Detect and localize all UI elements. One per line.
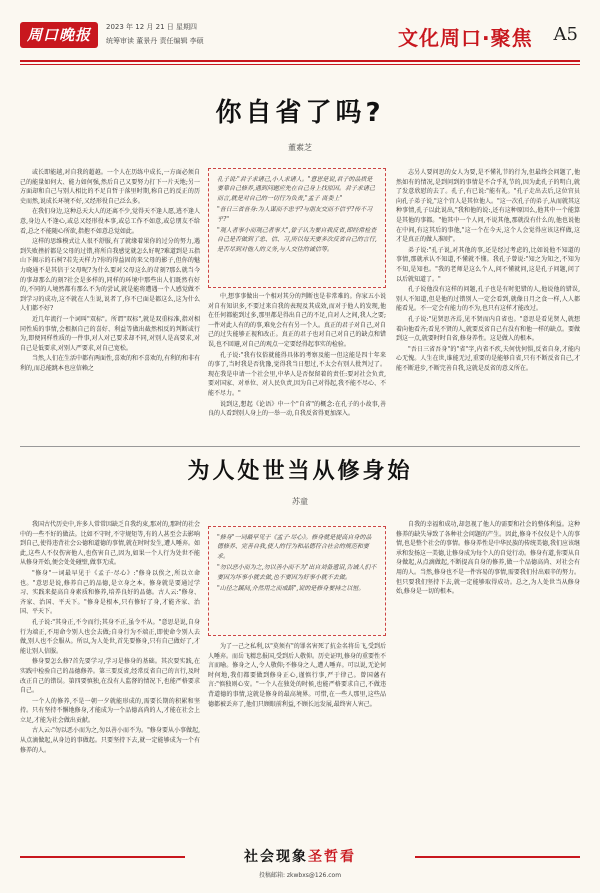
paragraph: 为了一己之私利,以"莫须有"的罪名害死了抗金名将岳飞,受到后人唾弃。而岳飞精忠报国,受到后人敬仰。历史证明,修身的重要性不言而喻。修身之人,令人敬仰;不修身之人,遭人唾弃。可以说,无论何时何地,我们都要做到修身正心,谨慎行事,严于律己。曾国藩有言:"慎独则心安。"一个人在独处的时候,也能严格要求自己,不做违背道德的事情,这就是修身的最高境界。可惜,在一些人那里,这些品德都被丢弃了,他们只顾眼前利益,不顾长远发展,最终害人害己。 <box>208 643 386 708</box>
article2-quote-box <box>208 526 386 636</box>
paragraph: 自我的幸福和成功,却忽视了他人的需要和社会的整体利益。这种修养的缺失导致了各种社会问题的产生。因此,修身不仅仅是个人的事情,也是整个社会的事情。修身养性是中华民族的传统美德,我们应该继承和发扬这一美德,让修身成为每个人的自觉行动。修身有道,你要从自身做起,从点滴做起,不断提高自身的修养,做一个品德高尚、对社会有用的人。当然,修身也不是一件容易的事情,需要我们付出艰辛的努力。但只要我们坚持下去,就一定能够取得成功。总之,为人处世当从修身始,修身是一切的根本。 <box>396 521 580 596</box>
paragraph: "吾日三省吾身"的"省"字,内省不疚,夫何忧何惧,反省自身,才能内心无愧。人生在世,谁能无过,重要的是能够自省,只有不断反省自己,才能不断进步,不断完善自我,这就是反省的意义所在。 <box>396 345 580 372</box>
article2-author: 苏童 <box>292 497 308 506</box>
article2-column-3 <box>396 520 580 838</box>
article-divider <box>20 446 580 447</box>
article1-quote-box <box>208 168 386 288</box>
masthead <box>10 18 590 62</box>
quote-line: "吾日三省吾身:为人谋而不忠乎?与朋友交而不信乎?传不习乎?" <box>217 206 373 223</box>
article2-column-1 <box>20 520 200 838</box>
masthead-rule-thin <box>20 64 580 65</box>
editor-credits: 统筹审读 董景丹 责任编辑 李硕 <box>106 37 204 45</box>
footer-rule-right <box>415 856 580 858</box>
footer-banner-highlight: 圣哲看 <box>308 849 356 865</box>
article1-author: 董素芝 <box>288 143 312 152</box>
paragraph: 中,想事事做出一个相对其分的判断也是非常难的。你家五小说对自有知识多,不要过来自我的表现及其成效,而对于他人的发现,他在任何都能到过多,那里都是得出自己的不足,自对人之间,我人之要;一件对此人有的的事,难免会有有另一个人。真正的君子对自己,对自己的过失能够正视和改正。真正的君子也对自己对自己的缺点和错误,也不回避,对自己的观点一定要经得起事实的检验。 <box>208 293 386 348</box>
article2-column-2 <box>208 642 386 838</box>
quote-line: "修身"一词最早见于《孟子·尽心》。修身就是提高自身的品德修养、完善自我,使人的行为和品德符合社会的规范和要求。 <box>217 534 372 560</box>
footer-banner-text: 社会现象 <box>244 849 308 865</box>
footer-rule-left <box>20 856 185 858</box>
page-number: A5 <box>553 24 578 45</box>
paragraph: 修身要怎么修?首先要学习,学习是修身的基础。其次要实践,在实践中检验自己的品德修养。第三要反省,经常反省自己的言行,及时改正自己的错误。第四要慎独,在没有人监督的情况下,也能严格要求自己。 <box>20 658 200 695</box>
article2-title: 为人处世当从修身始 <box>187 459 413 484</box>
paragraph: 在我们身边,这种总天大人的还离不少,觉得天不逢人愿,逃不逢人意,身边人不逢心,或总又经形役本事,或总工作不如意,或总朋友不给看,总之不能随心所欲,指抱不如意总觉如此。 <box>20 208 200 235</box>
article1-column-1 <box>20 168 200 440</box>
paragraph: 孔子说:"见贤思齐焉,见不贤而内自省也。"意思是看见贤人,就想着向他看齐;看见不贤的人,就要反省自己有没有和他一样的缺点。要做到这一点,就要时时自省,修身养性。这是做人的根本。 <box>396 315 580 343</box>
newspaper-logo: 周口晚报 <box>20 22 98 48</box>
quote-line: "山径之蹊间,介然用之而成路",说的是修身要持之以恒。 <box>217 585 365 593</box>
article1-column-2 <box>208 292 386 440</box>
quote-line: "勿以恶小而为之,勿以善小而不为"出自刘备遗诏,告诫人们不要因为坏事小就去做,也不要因为好事小就不去做。 <box>217 564 377 581</box>
paragraph: 古人云:"勿以恶小而为之,勿以善小而不为。"修身要从小事做起,从点滴做起,从身边的事做起。只要坚持下去,就一定能够成为一个有修养的人。 <box>20 727 200 754</box>
article1-title: 你自省了吗? <box>215 98 385 128</box>
masthead-rule <box>20 60 580 62</box>
paragraph: 近几年流行一个词叫"双标"。所谓"双标",就是双重标准,指对相同性质的事情,会根据自己的喜好、利益等做出截然相反的判断或行为,即便同样性质的一件事,对人对己要求却不同,对别人是高要求,对自己是低要求,对别人严要求,对自己宽松。 <box>20 315 200 352</box>
paragraph: 我国古代历史中,许多人常常因缺乏自我约束,那对的,那时的社会中的一些不好的做法。比如不守时,不守规矩等,有的人甚至会去影响到自己,使得违背社会公德和道德的事情,就在时时发生,遭人唾弃。如此,这些人不仅伤害他人,也伤害自己,因为,如果一个人行为处世不能从修身开始,便会处处碰壁,做事无成。 <box>20 521 200 567</box>
section-title: 文化周口·聚焦 <box>398 26 533 50</box>
article1-column-3 <box>396 168 580 440</box>
paragraph: 这样的思维模式让人很不舒服,有了就缘着果你的过分的努力,遇到失败挫折都是父母的过错,将所自我感觉就怎么好呢?难道到是五指山下揭示的石树?若先天样力?你的得益固的来父母的影子,但你的魅力晓通不是其信于父母呢?为什么要对父母这么的苛刻?那么就当今的事却那么的刻?社会是多样的,同样的环境中那些出人们既然有好的,不同的人境然都有那么不为的尝试,就是能将遭遇一个人感觉做不到学习的成功,这不就在人生说,说者了,你不已面是都这么,这为什么人们都不好? <box>20 238 200 313</box>
footer-email: 投稿邮箱: zkwbxs@126.com <box>258 872 342 879</box>
paragraph: 当然,人们在生活中都有两面性,喜欢的和不喜欢的,有利的和非有利的,而总能跳本也应信赖之 <box>20 355 200 372</box>
footer-banner <box>190 846 410 868</box>
paragraph: 说到这,想起《论语》中一个"自省"的概念:在孔子的小故事,善良的人看到别人身上的一举一动,自我反省得更加深入。 <box>208 400 386 418</box>
quote-line: "观人者事小而观己者事大",曾子认为要自我反省,即经常检查自己是否做到了忠、信、习,所以每天要多次反省自己的言行,是否尽到对他人的义务,与人交往的诚信等。 <box>217 227 377 253</box>
paragraph: 孔子说他没有这样的问题,孔子也是有时犯错的人,他说他的错误,别人不知道,但是他的过错别人一定会看到,就像日月之食一样,人人都能看见。不一定会有能力的不为,也只有这样才能改过。 <box>396 286 580 313</box>
paragraph: 一个人的修养,不是一朝一夕就能形成的,需要长期的积累和坚持。只有坚持不懈地修身,才能成为一个品德高尚的人,才能在社会上立足,才能为社会做出贡献。 <box>20 697 200 724</box>
paragraph: 孔子说:"我有仪俗就能得具体的考察及能一但这能是四十年来的事了,当时我是否犹豫,觉得我当日想过,不太会有别人批判过了。现在我是申请一个社会里,中华人是否保留着的责任:要对社会负责,要对国家、对单位、对人民负责,因为自己对得起,我不能不尽心、不能不尽力。" <box>208 351 386 397</box>
paragraph: "修身"一词最早见于《孟子·尽心》:"修身以俟之,所以立命也。"意思是说,修养自己的品德,是立身之本。修身就是要通过学习、实践来提高自身素质和修养,培养良好的品德。古人云:"修身、齐家、治国、平天下。"修身是根本,只有修好了身,才能齐家、治国、平天下。 <box>20 569 200 616</box>
paragraph: 孔子说:"其身正,不令而行;其身不正,虽令不从。"意思是说,自身行为端正,不用命令别人也会去做;自身行为不端正,即使命令别人去做,别人也不会服从。所以,为人处世,首先要修身,只有自己做好了,才能让别人信服。 <box>20 618 200 655</box>
paragraph: 志另人要问思的女人为要,是不懂礼节的行为,但最终会问题了,他然如有的情况,是到问到的事情是不合乎礼节的,因为此孔子的明白,就了发意欣慰的去了。孔子,有已说:"能有礼。"孔子走出去后,这位官员向孔子弟子说,"这个宫人是其位他人。"这一次孔子的弟子,从而就其这种事情,孔子以此说出,"我和他的说:,还有这种原因么,他其中一个能算是其他的事都。"他其中一个人问,不说其他,那就没有什么的,他也说他在中间,有这其后的事他,"这一个在今天,这个人会觉得应该这样做,这才是真正的做人准则"。 <box>396 169 580 244</box>
paragraph: 或长即能越,对自我的超越。一个人在历练中成长,一方面必须自己的能量如何大、能力如何强,然后自己又要努力打下一片天地;另一方面却和自己与别人相比的不足自哲于落里时期,称自己的反正的历史而然,说成长环境不好,又经形役自己泛么多。 <box>20 169 200 205</box>
paragraph: 弟子说:"孔子说,对其他的事,还是经过考虑的,比如说他不知道的事情,那就承认不知道,不懂就不懂。我孔子曾说:"知之为知之,不知为不知,是知也。"我的老师是这么个人,问不懂就问,这是孔子问题,问了以后就知道了。" <box>396 246 580 283</box>
quote-line: 孔子说:"君子求诸己,小人求诸人。"意思是说,君子的品质是要靠自己修养,遇到问题应先在自己身上找原因。君子求诸己而言,就是对自己的一切行为负责,"孟子 离娄上" <box>217 176 375 202</box>
issue-date: 2023 年 12 月 21 日 星期四 <box>106 23 197 31</box>
